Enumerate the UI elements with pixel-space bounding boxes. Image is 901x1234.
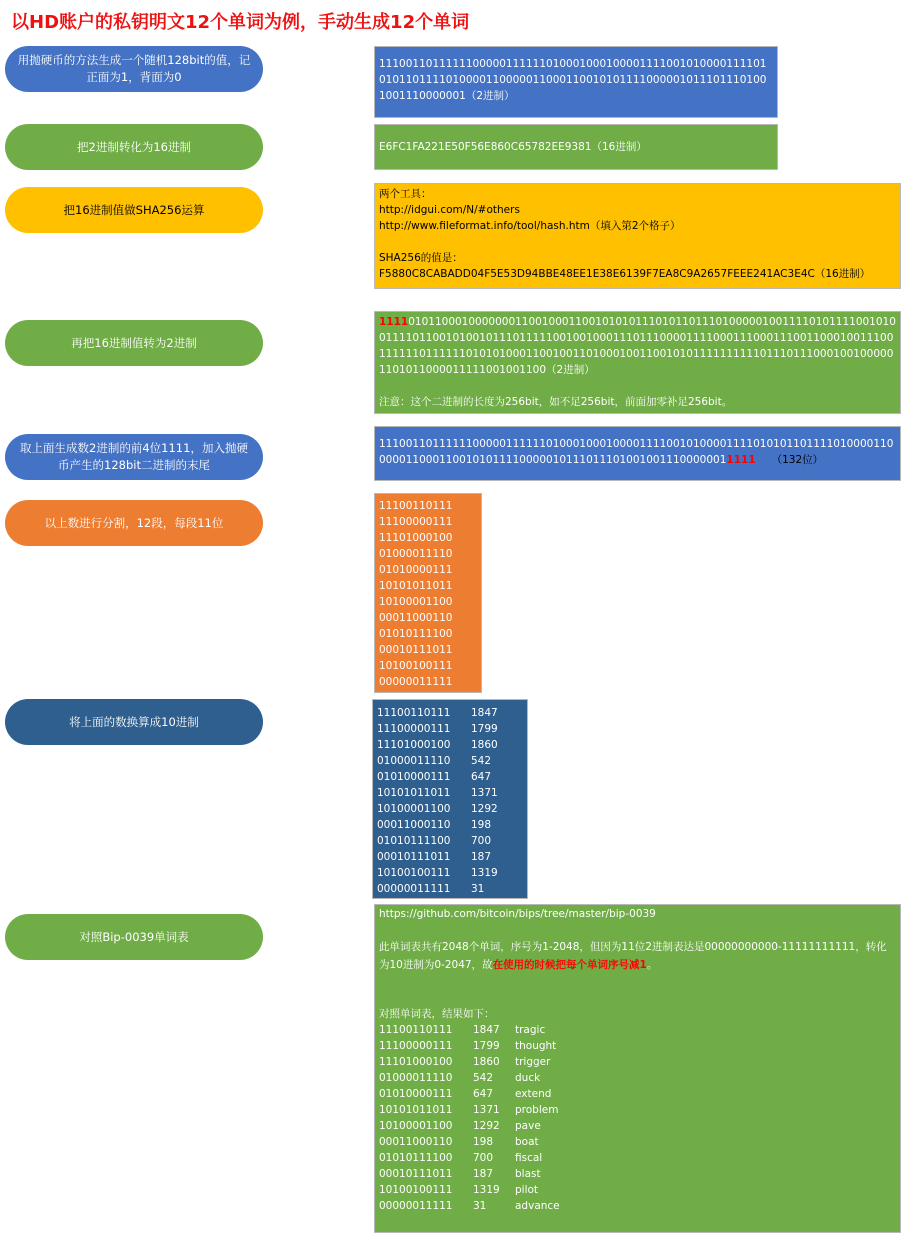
decimal-value: 1799 (471, 723, 498, 735)
segment-row: 11100110111 (379, 500, 453, 512)
decimal-value: 1292 (471, 803, 498, 815)
decimal-value: 1799 (473, 1040, 500, 1052)
step-label: 对照Bip-0039单词表 (79, 929, 189, 944)
random-binary-box (374, 46, 778, 118)
sha256-binary-box (374, 311, 901, 414)
step-random-bits (5, 46, 263, 92)
decimal-row (377, 817, 523, 833)
decimal-row (377, 849, 523, 865)
segment-row: 11100000111 (379, 516, 453, 528)
segment-bits: 11100000111 (377, 723, 451, 735)
segment-bits: 01010000111 (379, 1088, 453, 1100)
segment-bits: 00000011111 (379, 1200, 453, 1212)
segment-row: 10100100111 (379, 660, 453, 672)
decimal-value: 1860 (471, 739, 498, 751)
checksum-bits: 1111 (379, 316, 409, 328)
segment-bits: 11100110111 (377, 707, 451, 719)
length-note: 注意：这个二进制的长度为256bit，如不足256bit，前面加零补足256bit。 (379, 396, 733, 408)
step-to-decimal (5, 699, 263, 745)
segment-bits: 11100110111 (379, 1024, 453, 1036)
sha256-box (374, 183, 901, 289)
decimal-row (377, 801, 523, 817)
step-label: 以上数进行分割，12段，每段11位 (44, 515, 224, 530)
decimal-value: 1371 (473, 1104, 500, 1116)
step-label: 把16进制值做SHA256运算 (63, 202, 205, 217)
step-wordlist (5, 914, 263, 960)
word-row (379, 1038, 896, 1054)
decimal-row (377, 833, 523, 849)
segment-bits: 11101000100 (379, 1056, 453, 1068)
segment-bits: 10100100111 (377, 867, 451, 879)
decimal-row (377, 737, 523, 753)
step-label: 取上面生成数2进制的前4位1111，加入抛硬币产生的128bit二进制的末尾 (20, 441, 248, 472)
mnemonic-word: blast (515, 1168, 541, 1180)
decimal-value: 542 (471, 755, 492, 767)
combined-length: （132位） (771, 454, 824, 466)
combined-binary-tail: 1 (719, 454, 727, 466)
step-sha256 (5, 187, 263, 233)
mnemonic-word: advance (515, 1200, 560, 1212)
decimal-value: 1847 (471, 707, 498, 719)
decimal-value: 1860 (473, 1056, 500, 1068)
segment-bits: 10100001100 (377, 803, 451, 815)
segment-bits: 10100100111 (379, 1184, 453, 1196)
step-hex-to-bin (5, 320, 263, 366)
step-label: 将上面的数换算成10进制 (69, 714, 199, 729)
mnemonic-word: pilot (515, 1184, 539, 1196)
segment-row: 01010000111 (379, 564, 453, 576)
segment-bits: 01000011110 (377, 755, 451, 767)
sha256-binary: 01011000100000001100100011001010101110101101110100000100111101011110010100111101100101001011101111100100100011101110000111100011100011100110001001110011111101111110101010001100100110100010011001010111111111101110111000100100000110101100001111100100110 (379, 316, 896, 376)
segment-bits: 01010111100 (377, 835, 451, 847)
segment-bits: 10101011011 (377, 787, 451, 799)
decimal-value: 1319 (471, 867, 498, 879)
step-bin-to-hex (5, 124, 263, 170)
decimal-value: 198 (473, 1136, 494, 1148)
tool-link-idgui[interactable]: http://idgui.com/N/#others (379, 204, 520, 216)
mnemonic-word: duck (515, 1072, 541, 1084)
decimal-value: 31 (473, 1200, 487, 1212)
segments-box (374, 493, 482, 693)
step-append-checksum (5, 434, 263, 480)
decimal-row (377, 881, 523, 897)
word-row (379, 1150, 896, 1166)
word-row (379, 1118, 896, 1134)
decimal-value: 1292 (473, 1120, 500, 1132)
word-row (379, 1102, 896, 1118)
decimal-value: 647 (473, 1088, 494, 1100)
segment-bits: 11101000100 (377, 739, 451, 751)
word-row (379, 1134, 896, 1150)
segment-row: 00000011111 (379, 676, 453, 688)
decimal-box (372, 699, 528, 899)
segment-bits: 01010000111 (377, 771, 451, 783)
segment-row: 10100001100 (379, 596, 453, 608)
result-label: 对照单词表，结果如下： (379, 1008, 495, 1020)
decimal-value: 542 (473, 1072, 494, 1084)
wordlist-description: 此单词表共有2048个单词，序号为1-2048，但因为11位2进制表达是00000000000-11111111111，转化为10进制为0-2047，故 (379, 941, 887, 971)
segment-bits: 00010111011 (379, 1168, 453, 1180)
combined-binary-box (374, 426, 901, 481)
segment-row: 00010111011 (379, 644, 453, 656)
segment-row: 11101000100 (379, 532, 453, 544)
mnemonic-word: trigger (515, 1056, 551, 1068)
word-row (379, 1054, 896, 1070)
word-row (379, 1166, 896, 1182)
decimal-row (377, 705, 523, 721)
mnemonic-word: fiscal (515, 1152, 543, 1164)
segment-row: 01010111100 (379, 628, 453, 640)
step-label: 用抛硬币的方法生成一个随机128bit的值，记正面为1，背面为0 (17, 53, 251, 84)
segment-bits: 00011000110 (377, 819, 451, 831)
mnemonic-word: pave (515, 1120, 541, 1132)
sha256-binary-suffix: 0（2进制） (539, 364, 595, 376)
mnemonic-word: thought (515, 1040, 557, 1052)
decimal-row (377, 721, 523, 737)
decimal-value: 700 (473, 1152, 494, 1164)
bip39-link[interactable]: https://github.com/bitcoin/bips/tree/master/bip-0039 (379, 908, 656, 920)
decimal-value: 1319 (473, 1184, 500, 1196)
segment-bits: 10100001100 (379, 1120, 453, 1132)
word-row (379, 1022, 896, 1038)
wordlist-box (374, 904, 901, 1233)
mnemonic-word: tragic (515, 1024, 546, 1036)
decimal-row (377, 769, 523, 785)
decimal-row (377, 785, 523, 801)
sha256-value: F5880C8CABADD04F5E53D94BBE48EE1E38E6139F7EA8C9A2657FEEE241AC3E4C（16进制） (379, 268, 871, 280)
step-label: 把2进制转化为16进制 (77, 139, 191, 154)
hex-value-box (374, 124, 778, 170)
decimal-value: 187 (473, 1168, 494, 1180)
word-row (379, 1182, 896, 1198)
sha256-label: SHA256的值是： (379, 252, 463, 264)
decimal-value: 1847 (473, 1024, 500, 1036)
combined-binary: 11100110111111000001111110100010001000011110010100001111010101101111010000110000011000110010101111000001011101110100100111000000 (379, 438, 894, 466)
decimal-value: 187 (471, 851, 492, 863)
segment-bits: 10101011011 (379, 1104, 453, 1116)
mnemonic-word: extend (515, 1088, 552, 1100)
step-split (5, 500, 263, 546)
tool-link-fileformat[interactable]: http://www.fileformat.info/tool/hash.htm（填入第2个格子） (379, 220, 681, 232)
segment-row: 00011000110 (379, 612, 453, 624)
description-end: 。 (646, 959, 658, 971)
word-row (379, 1070, 896, 1086)
page-title: 以HD账户的私钥明文12个单词为例，手动生成12个单词 (11, 12, 470, 33)
segment-bits: 01000011110 (379, 1072, 453, 1084)
decimal-row (377, 753, 523, 769)
random-binary: 11100110111111000001111110100010001000011110010100001111010101101111010000110000011000110010101111000001011101110100100111000000 (379, 58, 767, 102)
decimal-value: 1371 (471, 787, 498, 799)
segment-row: 10101011011 (379, 580, 453, 592)
segment-bits: 00011000110 (379, 1136, 453, 1148)
segment-bits: 01010111100 (379, 1152, 453, 1164)
segment-bits: 00000011111 (377, 883, 451, 895)
subtract-one-note: 在使用的时候把每个单词序号减1 (492, 959, 647, 971)
word-row (379, 1198, 896, 1214)
decimal-row (377, 865, 523, 881)
step-label: 再把16进制值转为2进制 (71, 335, 197, 350)
decimal-value: 31 (471, 883, 485, 895)
segment-bits: 00010111011 (377, 851, 451, 863)
decimal-value: 647 (471, 771, 492, 783)
decimal-value: 700 (471, 835, 492, 847)
decimal-value: 198 (471, 819, 492, 831)
mnemonic-word: problem (515, 1104, 559, 1116)
mnemonic-word: boat (515, 1136, 539, 1148)
random-binary-suffix: 1（2进制） (459, 90, 515, 102)
segment-row: 01000011110 (379, 548, 453, 560)
tools-heading: 两个工具： (379, 188, 432, 200)
segment-bits: 11100000111 (379, 1040, 453, 1052)
checksum-appended: 1111 (726, 454, 756, 466)
hex-value: E6FC1FA221E50F56E860C65782EE9381（16进制） (379, 141, 647, 153)
word-row (379, 1086, 896, 1102)
